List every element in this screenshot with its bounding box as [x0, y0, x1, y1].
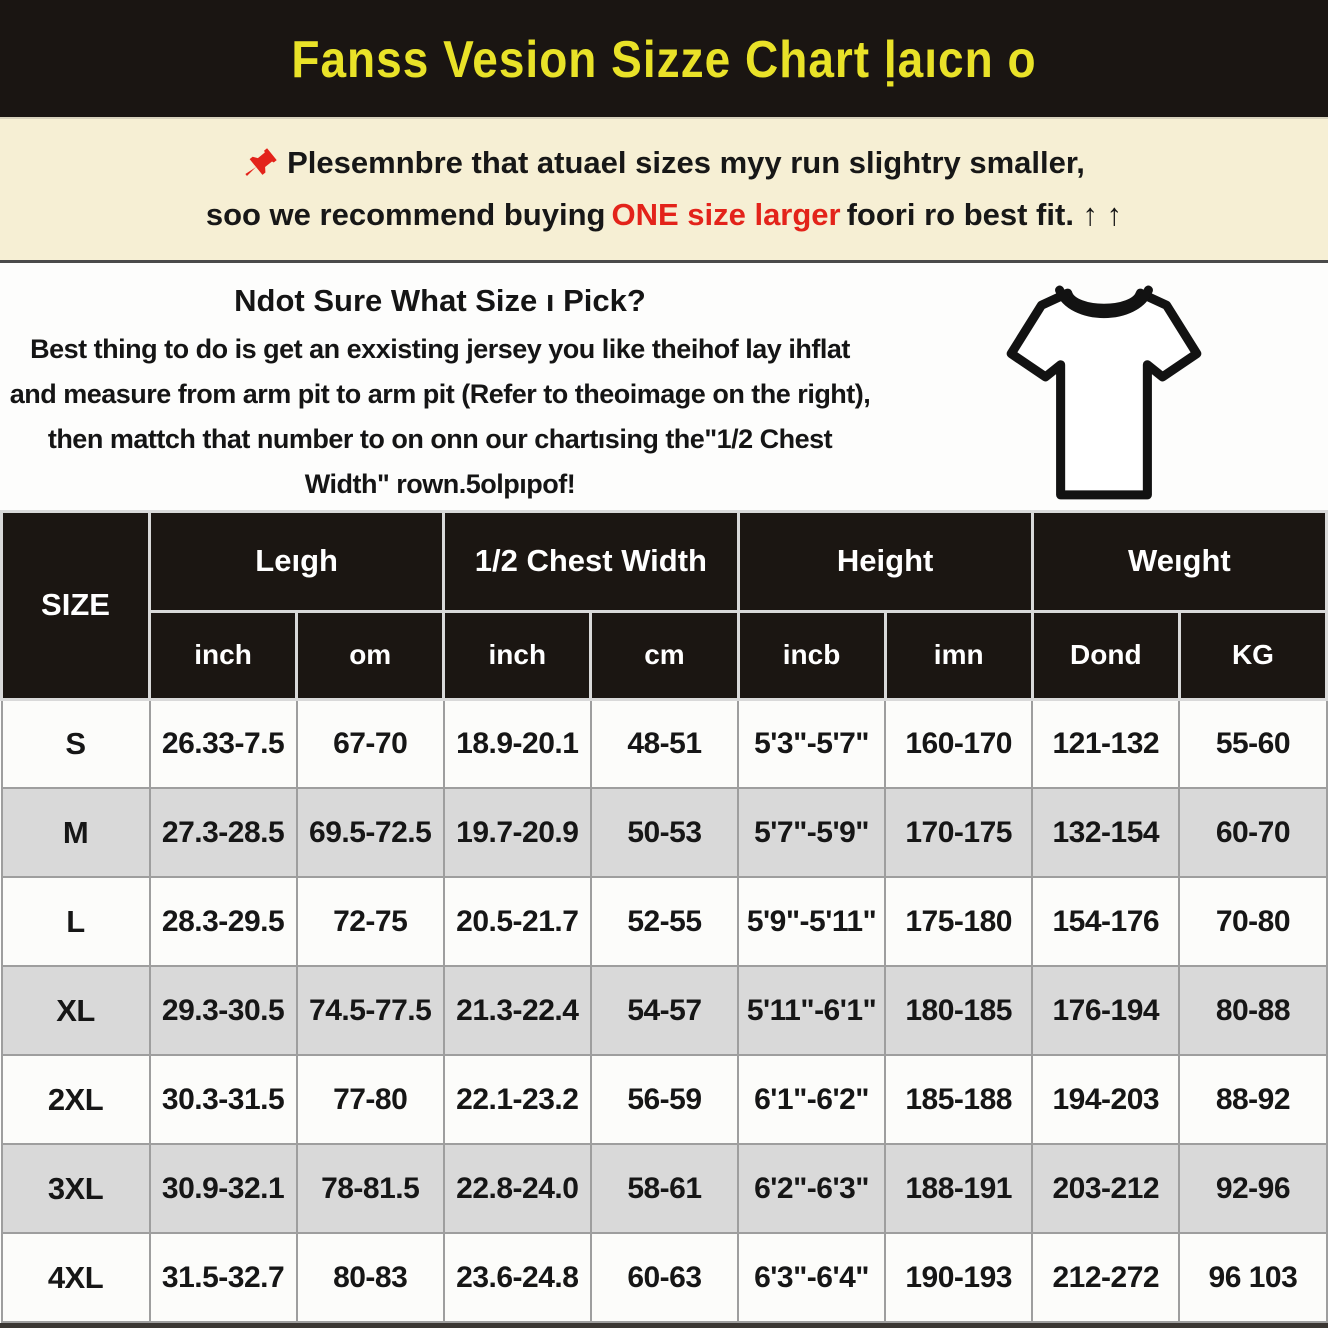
- value-cell: 154-176: [1032, 877, 1179, 966]
- notice-text-1: Plesemnbre that atuael sizes myy run slightry smaller,: [287, 145, 1085, 181]
- group-header-length: Leıgh: [150, 511, 444, 611]
- value-cell: 212-272: [1032, 1233, 1179, 1322]
- value-cell: 80-88: [1179, 966, 1326, 1055]
- unit-header: cm: [591, 611, 738, 699]
- instructions-text: [0, 263, 880, 510]
- value-cell: 175-180: [885, 877, 1032, 966]
- size-cell: L: [2, 877, 150, 966]
- value-cell: 5'3"-5'7": [738, 699, 885, 788]
- value-cell: 203-212: [1032, 1144, 1179, 1233]
- value-cell: 5'7"-5'9": [738, 788, 885, 877]
- value-cell: 58-61: [591, 1144, 738, 1233]
- notice-strip: [0, 119, 1328, 259]
- instruction-line: Width" rown.5olpıpof!: [304, 468, 576, 499]
- instruction-line: then mattch that number to on onn our chartısing the"1/2 Chest: [47, 423, 833, 454]
- value-cell: 30.3-31.5: [150, 1055, 297, 1144]
- value-cell: 78-81.5: [297, 1144, 444, 1233]
- unit-header: Dond: [1032, 611, 1179, 699]
- value-cell: 6'1"-6'2": [738, 1055, 885, 1144]
- value-cell: 132-154: [1032, 788, 1179, 877]
- value-cell: 69.5-72.5: [297, 788, 444, 877]
- value-cell: 22.1-23.2: [444, 1055, 591, 1144]
- value-cell: 88-92: [1179, 1055, 1326, 1144]
- group-header-chest: 1/2 Chest Width: [444, 511, 738, 611]
- unit-header: imn: [885, 611, 1032, 699]
- value-cell: 23.6-24.8: [444, 1233, 591, 1322]
- value-cell: 50-53: [591, 788, 738, 877]
- table-row: [2, 1144, 1327, 1233]
- value-cell: 60-70: [1179, 788, 1326, 877]
- value-cell: 160-170: [885, 699, 1032, 788]
- instruction-line: Best thing to do is get an exxisting jersey you like theihof lay ihflat: [30, 333, 850, 364]
- instruction-lines: [6, 327, 874, 507]
- value-cell: 176-194: [1032, 966, 1179, 1055]
- size-cell: 2XL: [2, 1055, 150, 1144]
- value-cell: 5'9"-5'11": [738, 877, 885, 966]
- table-row: [2, 699, 1327, 788]
- unit-header: KG: [1179, 611, 1326, 699]
- size-cell: S: [2, 699, 150, 788]
- notice-line-1: [243, 145, 1085, 181]
- tshirt-icon: [1002, 277, 1206, 514]
- value-cell: 31.5-32.7: [150, 1233, 297, 1322]
- value-cell: 60-63: [591, 1233, 738, 1322]
- notice-text-2-pre: soo we recommend buying: [205, 197, 606, 233]
- group-header-height: Height: [738, 511, 1032, 611]
- size-cell: 3XL: [2, 1144, 150, 1233]
- value-cell: 70-80: [1179, 877, 1326, 966]
- tshirt-illustration-box: [880, 263, 1328, 510]
- value-cell: 54-57: [591, 966, 738, 1055]
- value-cell: 92-96: [1179, 1144, 1326, 1233]
- value-cell: 80-83: [297, 1233, 444, 1322]
- value-cell: 185-188: [885, 1055, 1032, 1144]
- instructions-heading: Ndot Sure What Size ı Pick?: [234, 282, 646, 318]
- table-row: [2, 788, 1327, 877]
- value-cell: 27.3-28.5: [150, 788, 297, 877]
- value-cell: 6'2"-6'3": [738, 1144, 885, 1233]
- value-cell: 21.3-22.4: [444, 966, 591, 1055]
- title-banner: [0, 0, 1328, 119]
- size-table: [0, 510, 1328, 1324]
- value-cell: 194-203: [1032, 1055, 1179, 1144]
- value-cell: 30.9-32.1: [150, 1144, 297, 1233]
- notice-line-2: [206, 197, 1122, 233]
- value-cell: 56-59: [591, 1055, 738, 1144]
- value-cell: 52-55: [591, 877, 738, 966]
- value-cell: 6'3"-6'4": [738, 1233, 885, 1322]
- value-cell: 77-80: [297, 1055, 444, 1144]
- value-cell: 67-70: [297, 699, 444, 788]
- group-header-row: [2, 511, 1327, 611]
- size-cell: M: [2, 788, 150, 877]
- value-cell: 188-191: [885, 1144, 1032, 1233]
- pushpin-icon: [241, 144, 281, 184]
- unit-header-row: [2, 611, 1327, 699]
- instruction-line: and measure from arm pit to arm pit (Refer to theoimage on the right),: [9, 378, 871, 409]
- unit-header: inch: [444, 611, 591, 699]
- table-row: [2, 877, 1327, 966]
- size-cell: 4XL: [2, 1233, 150, 1322]
- size-table-wrap: [0, 510, 1328, 1328]
- table-row: [2, 1055, 1327, 1144]
- page-title: Fanss Vesion Sizze Chart ḷaıcn o: [291, 29, 1037, 88]
- unit-header: incb: [738, 611, 885, 699]
- value-cell: 190-193: [885, 1233, 1032, 1322]
- value-cell: 180-185: [885, 966, 1032, 1055]
- size-table-head: [2, 511, 1327, 699]
- size-table-body: [2, 699, 1327, 1322]
- value-cell: 5'11"-6'1": [738, 966, 885, 1055]
- value-cell: 22.8-24.0: [444, 1144, 591, 1233]
- unit-header: inch: [150, 611, 297, 699]
- value-cell: 18.9-20.1: [444, 699, 591, 788]
- size-cell: XL: [2, 966, 150, 1055]
- value-cell: 26.33-7.5: [150, 699, 297, 788]
- table-row: [2, 1233, 1327, 1322]
- value-cell: 121-132: [1032, 699, 1179, 788]
- size-column-header: SIZE: [2, 511, 150, 699]
- notice-text-2-post: foori ro best fit. ↑ ↑: [846, 197, 1123, 233]
- value-cell: 29.3-30.5: [150, 966, 297, 1055]
- value-cell: 96 103: [1179, 1233, 1326, 1322]
- value-cell: 19.7-20.9: [444, 788, 591, 877]
- instructions-section: [0, 260, 1328, 510]
- unit-header: om: [297, 611, 444, 699]
- value-cell: 20.5-21.7: [444, 877, 591, 966]
- value-cell: 55-60: [1179, 699, 1326, 788]
- notice-highlight: ONE size larger: [611, 197, 841, 233]
- value-cell: 170-175: [885, 788, 1032, 877]
- table-row: [2, 966, 1327, 1055]
- value-cell: 28.3-29.5: [150, 877, 297, 966]
- group-header-weight: Weıght: [1032, 511, 1326, 611]
- value-cell: 74.5-77.5: [297, 966, 444, 1055]
- value-cell: 72-75: [297, 877, 444, 966]
- value-cell: 48-51: [591, 699, 738, 788]
